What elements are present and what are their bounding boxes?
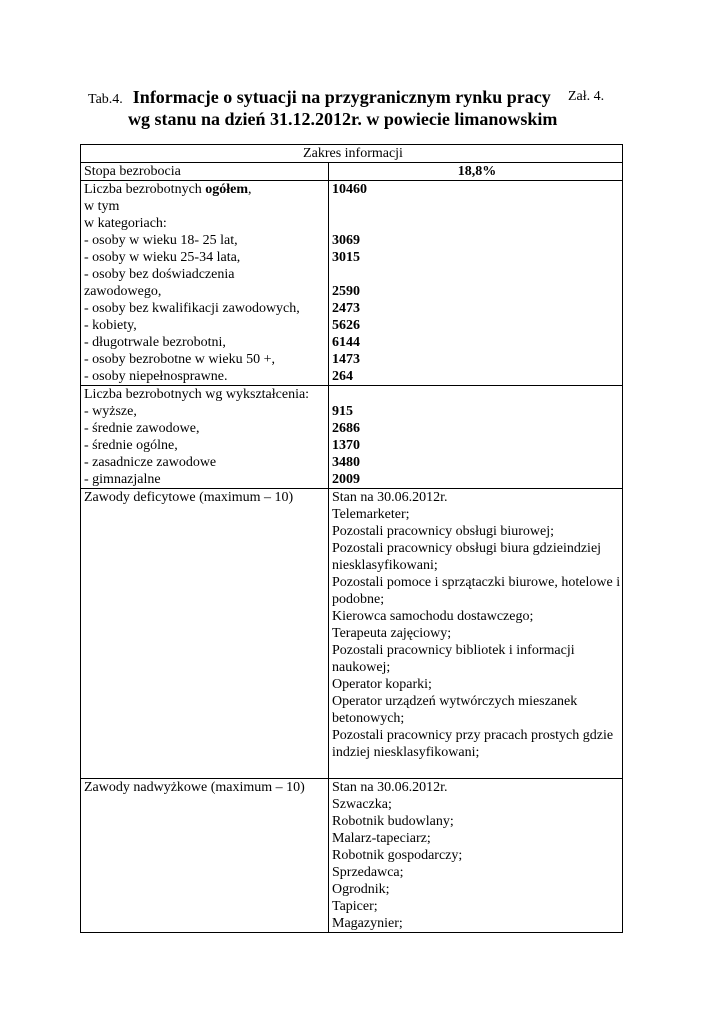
table-header-row — [81, 145, 623, 163]
category-label-continued: zawodowego, — [84, 284, 162, 299]
surplus-item: Robotnik gospodarczy; — [332, 848, 463, 863]
total-unemployed-values — [329, 181, 623, 386]
category-value: 3015 — [332, 250, 360, 265]
education-value: 915 — [332, 404, 353, 419]
deficit-date: Stan na 30.06.2012r. — [332, 490, 448, 505]
spacer — [332, 761, 622, 778]
surplus-date: Stan na 30.06.2012r. — [332, 780, 448, 795]
total-unemployed-labels — [81, 181, 329, 386]
deficit-item: Pozostali pracownicy bibliotek i informacji naukowej; — [332, 643, 575, 675]
deficit-item: Operator urządzeń wytwórczych mieszanek betonowych; — [332, 694, 578, 726]
category-value: 3069 — [332, 233, 360, 248]
title-line-1 — [88, 87, 628, 109]
unemployment-rate-value: 18,8% — [329, 163, 623, 181]
surplus-item: Tapicer; — [332, 899, 378, 914]
category-value: 1473 — [332, 352, 360, 367]
surplus-item: Szwaczka; — [332, 797, 392, 812]
deficit-item: Pozostali pracownicy obsługi biurowej; — [332, 524, 555, 539]
surplus-occupations-list — [329, 779, 623, 933]
surplus-occupations-row — [81, 779, 623, 933]
category-value: 2590 — [332, 284, 360, 299]
category-label: - osoby bez kwalifikacji zawodowych, — [84, 301, 300, 316]
education-row — [81, 386, 623, 489]
category-label: - długotrwale bezrobotni, — [84, 335, 226, 350]
deficit-item: Pozostali pomoce i sprzątaczki biurowe, hotelowe i podobne; — [332, 575, 621, 607]
category-label: - osoby bezrobotne w wieku 50 +, — [84, 352, 276, 367]
surplus-item: Magazynier; — [332, 916, 403, 931]
total-value: 10460 — [332, 182, 367, 197]
surplus-item: Sprzedawca; — [332, 865, 404, 880]
deficit-item: Terapeuta zajęciowy; — [332, 626, 452, 641]
category-value: 264 — [332, 369, 353, 384]
surplus-item: Malarz-tapeciarz; — [332, 831, 431, 846]
education-value: 2686 — [332, 421, 360, 436]
deficit-item: Kierowca samochodu dostawczego; — [332, 609, 534, 624]
category-label: - osoby bez doświadczenia — [84, 267, 235, 282]
title-main: Informacje o sytuacji na przygranicznym rynku pracy — [132, 87, 551, 107]
subheading: w tym — [84, 199, 120, 214]
category-label: - osoby w wieku 18- 25 lat, — [84, 233, 238, 248]
document-title — [88, 87, 628, 130]
category-label: - osoby w wieku 25-34 lata, — [84, 250, 241, 265]
spacer — [332, 215, 622, 232]
title-line-2: wg stanu na dzień 31.12.2012r. w powiecie limanowskim — [128, 109, 558, 129]
education-value: 2009 — [332, 472, 360, 487]
labour-market-table — [80, 144, 623, 933]
deficit-occupations-row — [81, 489, 623, 779]
table-header: Zakres informacji — [81, 145, 623, 163]
deficit-item: Telemarketer; — [332, 507, 410, 522]
deficit-item: Pozostali pracownicy przy pracach prostych gdzie indziej niesklasyfikowani; — [332, 728, 614, 760]
education-label: - średnie zawodowe, — [84, 421, 200, 436]
category-label: - osoby niepełnosprawne. — [84, 369, 228, 384]
table-number: Tab.4. — [88, 92, 123, 107]
total-label: Liczba bezrobotnych ogółem, — [84, 182, 252, 197]
education-label: - gimnazjalne — [84, 472, 161, 487]
education-values — [329, 386, 623, 489]
education-label: - wyższe, — [84, 404, 137, 419]
surplus-item: Robotnik budowlany; — [332, 814, 454, 829]
category-label: - kobiety, — [84, 318, 137, 333]
spacer — [332, 198, 622, 215]
attachment-number: Zał. 4. — [568, 89, 605, 104]
unemployment-rate-row — [81, 163, 623, 181]
deficit-occupations-list — [329, 489, 623, 779]
category-value: 2473 — [332, 301, 360, 316]
category-value: 6144 — [332, 335, 360, 350]
total-unemployed-row — [81, 181, 623, 386]
deficit-item: Pozostali pracownicy obsługi biura gdzieindziej niesklasyfikowani; — [332, 541, 602, 573]
education-label: - zasadnicze zawodowe — [84, 455, 217, 470]
education-label: - średnie ogólne, — [84, 438, 178, 453]
deficit-item: Operator koparki; — [332, 677, 432, 692]
surplus-item: Ogrodnik; — [332, 882, 390, 897]
unemployment-rate-label: Stopa bezrobocia — [81, 163, 329, 181]
surplus-occupations-label: Zawody nadwyżkowe (maximum – 10) — [81, 779, 329, 933]
education-labels — [81, 386, 329, 489]
education-value: 3480 — [332, 455, 360, 470]
education-value: 1370 — [332, 438, 360, 453]
category-value: 5626 — [332, 318, 360, 333]
education-heading: Liczba bezrobotnych wg wykształcenia: — [84, 387, 310, 402]
deficit-occupations-label: Zawody deficytowe (maximum – 10) — [81, 489, 329, 779]
spacer — [332, 266, 622, 283]
spacer — [332, 386, 622, 403]
subheading: w kategoriach: — [84, 216, 167, 231]
